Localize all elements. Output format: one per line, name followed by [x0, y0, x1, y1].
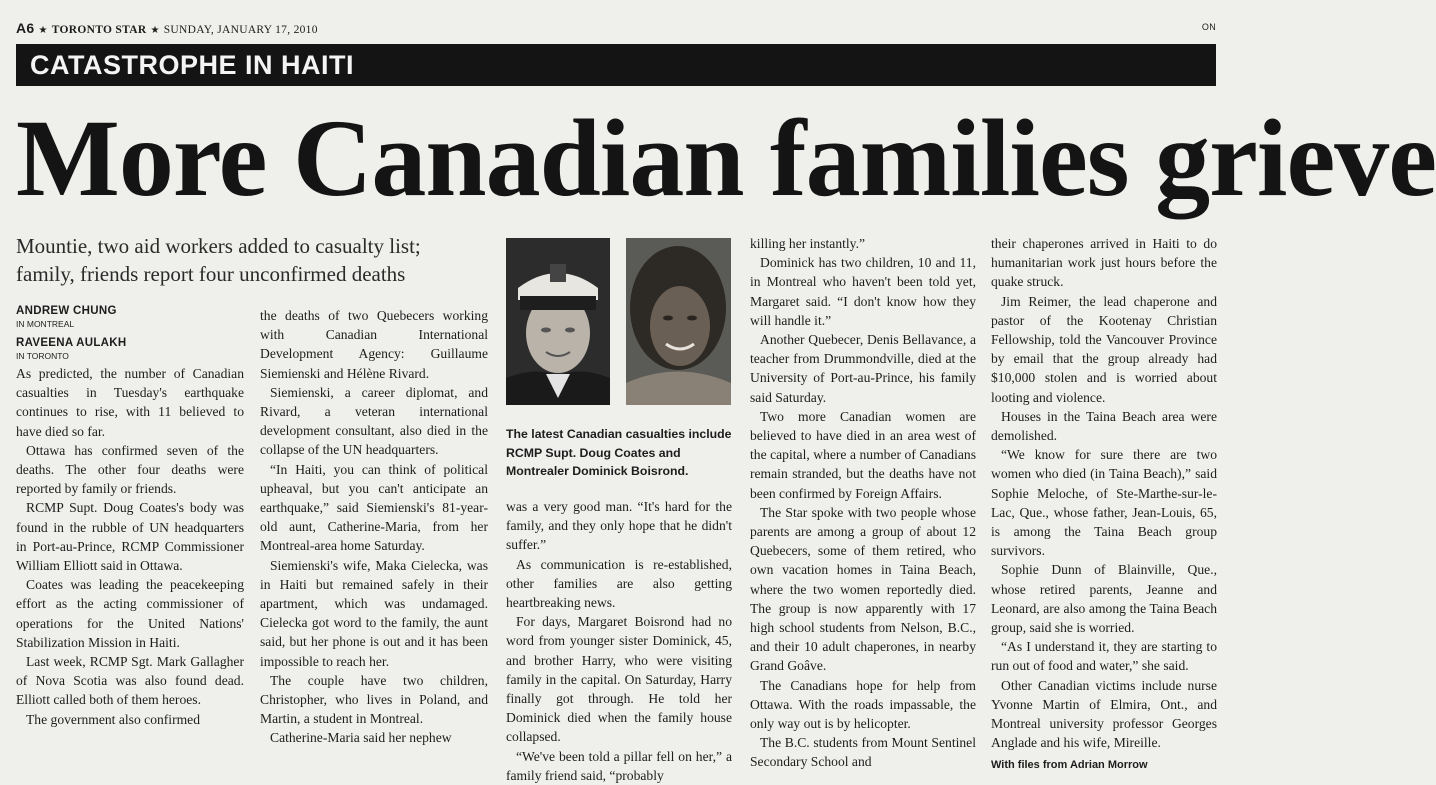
paragraph: The couple have two children, Christopher, who lives in Poland, and Martin, a student in Montreal. — [260, 672, 488, 727]
paragraph: their chaperones arrived in Haiti to do humanitarian work just hours before the quake struck. — [991, 236, 1217, 290]
paragraph: The Star spoke with two people whose parents are among a group of about 12 Quebecers, some of them retired, who own vacation homes in Taina Beach, where the two women reportedly died. The group is now apparently with 17 high school students from Nelson, B.C., and their 10 adult chaperones, in nearby Grand Goâve. — [750, 504, 976, 674]
star-icon: ★ — [150, 25, 160, 36]
paragraph: As predicted, the number of Canadian casualties in Tuesday's earthquake continues to rise, with 11 believed to have died so far. — [16, 366, 244, 439]
byline-location: IN MONTREAL — [16, 319, 75, 329]
paragraph: The government also confirmed — [26, 711, 201, 727]
headline: More Canadian families grieve — [16, 97, 1436, 219]
paragraph: Houses in the Taina Beach area were demolished. — [991, 408, 1217, 444]
paragraph: the deaths of two Quebecers working with Canadian International Development Agency: Guillaume Siemienski and Hélène Rivard. — [260, 308, 488, 381]
paragraph: “As I understand it, they are starting to run out of food and water,” she said. — [991, 639, 1217, 674]
publication-name: TORONTO STAR — [51, 24, 147, 36]
article-column-4 — [750, 234, 976, 772]
page-number: A6 — [16, 20, 35, 36]
paragraph: Ottawa has confirmed seven of the deaths. The other four deaths were reported by family or friends. — [16, 442, 244, 497]
byline-name: ANDREW CHUNG — [16, 305, 117, 317]
paragraph: Last week, RCMP Sgt. Mark Gallagher of Nova Scotia was also found dead. Elliott called both of them heroes. — [16, 654, 244, 708]
article-column-2 — [260, 306, 488, 748]
paragraph: For days, Margaret Boisrond had no word from younger sister Dominick, 45, and brother Harry, who were visiting family in the capital. On Saturday, Harry finally got through. He told her Dominick died when the family house collapsed. — [506, 614, 732, 745]
deck-line-1: Mountie, two aid workers added to casualty list; — [16, 234, 421, 258]
paragraph: “We've been told a pillar fell on her,” a family friend said, “probably — [506, 748, 732, 783]
edition-code: ON — [1201, 22, 1216, 32]
photo-dominick-boisrond — [626, 238, 731, 405]
paragraph: The B.C. students from Mount Sentinel Secondary School and — [750, 735, 976, 770]
issue-date: SUNDAY, JANUARY 17, 2010 — [163, 24, 318, 36]
article-credit: With files from Adrian Morrow — [991, 759, 1148, 772]
paragraph: RCMP Supt. Doug Coates's body was found in the rubble of UN headquarters in Port-au-Prince, RCMP Commissioner William Elliott said in Ottawa. — [16, 500, 244, 574]
photo-caption: The latest Canadian casualties include RCMP Supt. Doug Coates and Montrealer Dominick Boisrond. — [506, 427, 732, 478]
article-column-3 — [506, 497, 732, 785]
paragraph: Siemienski's wife, Maka Cielecka, was in Haiti but remained safely in their apartment, which was undamaged. Cielecka got word to the family, the aunt said, but her phone is out and it has been impossible to reach her. — [260, 557, 488, 669]
deck-line-2: family, friends report four unconfirmed deaths — [16, 262, 406, 286]
paragraph: As communication is re-established, other families are also getting heartbreaking news. — [506, 556, 732, 611]
deck-subhead — [16, 232, 486, 288]
paragraph: “In Haiti, you can think of political upheaval, but you can't anticipate an earthquake,” said Siemienski's 81-year-old aunt, Catherine-Maria, from her Montreal-area home Saturday. — [260, 461, 488, 554]
paragraph: Dominick has two children, 10 and 11, in Montreal who haven't been told yet, Margaret said. “I don't know how they will handle it.” — [750, 255, 976, 328]
paragraph: Catherine-Maria said her nephew — [270, 730, 452, 746]
star-icon: ★ — [38, 25, 48, 36]
byline-name: RAVEENA AULAKH — [16, 337, 127, 349]
paragraph: Two more Canadian women are believed to have died in an area west of the capital, where a number of Canadians remain stranded, but the deaths have not been confirmed by Foreign Affairs. — [750, 408, 976, 501]
article-column-5 — [991, 234, 1217, 776]
paragraph: Jim Reimer, the lead chaperone and pastor of the Kootenay Christian Fellowship, told the Vancouver Province by email that the group already had $10,000 stolen and is worried about looting and violence. — [991, 293, 1217, 405]
section-banner: CATASTROPHE IN HAITI — [16, 44, 1216, 86]
paragraph: The Canadians hope for help from Ottawa. With the roads impassable, the only way out is by helicopter. — [750, 677, 976, 732]
page-folio — [16, 20, 1216, 38]
paragraph: Other Canadian victims include nurse Yvonne Martin of Elmira, Ont., and Montreal university professor Georges Anglade and his wife, Mireille. — [991, 677, 1217, 751]
paragraph: killing her instantly.” — [750, 236, 866, 251]
paragraph: Siemienski, a career diplomat, and Rivard, a veteran international development consultant, also died in the collapse of the UN headquarters. — [260, 384, 488, 458]
byline-location: IN TORONTO — [16, 351, 69, 361]
paragraph: was a very good man. “It's hard for the family, and they only hope that he didn't suffer.” — [506, 499, 732, 553]
article-column-1 — [16, 304, 244, 729]
paragraph: “We know for sure there are two women who died (in Taina Beach),” said Sophie Meloche, of Ste-Marthe-sur-le-Lac, Que., whose father, Jean-Louis, 65, is among the Taina Beach group survivors. — [991, 447, 1217, 559]
paragraph: Sophie Dunn of Blainville, Que., whose retired parents, Jeanne and Leonard, are also among the Taina Beach group, said she is worried. — [991, 562, 1217, 636]
paragraph: Coates was leading the peacekeeping effort as the acting commissioner of operations for the United Nations' Stabilization Mission in Haiti. — [16, 577, 244, 650]
paragraph: Another Quebecer, Denis Bellavance, a teacher from Drummondville, died at the University of Port-au-Prince, his family said Saturday. — [750, 332, 976, 405]
photo-doug-coates — [506, 238, 610, 405]
